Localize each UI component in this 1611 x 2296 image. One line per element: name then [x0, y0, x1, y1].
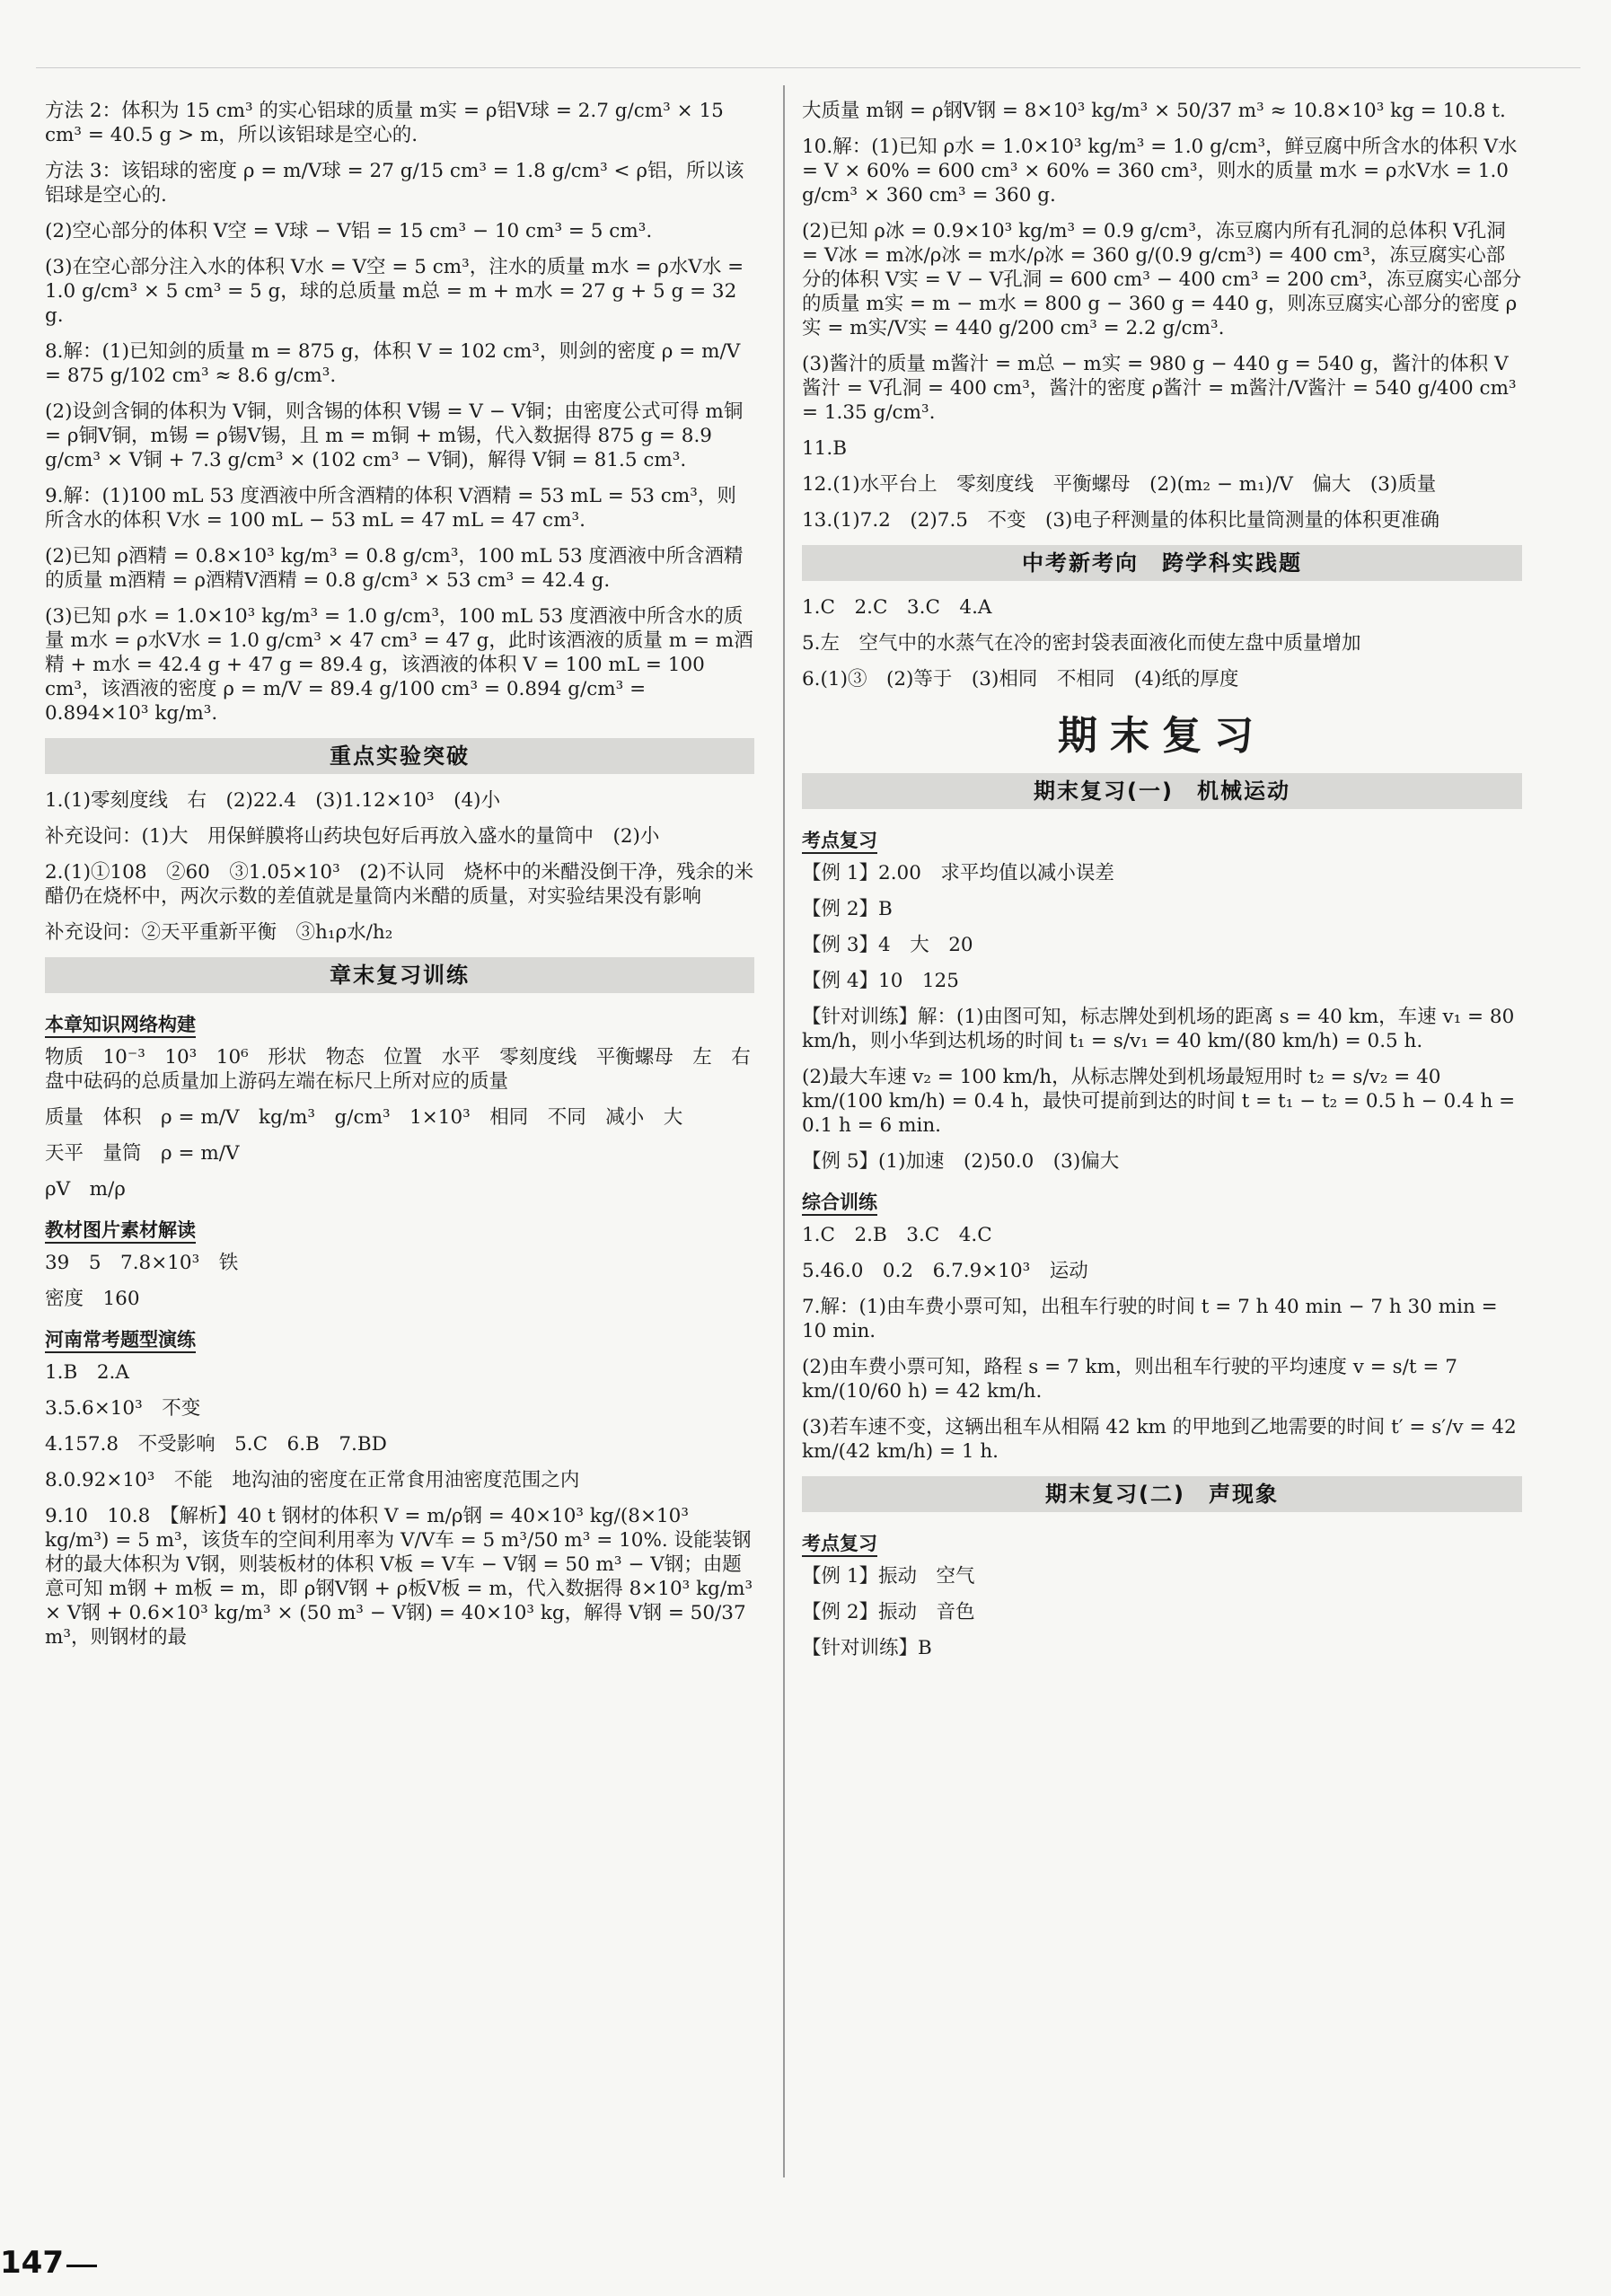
chapter-title: 期末复习	[1058, 713, 1266, 759]
answer-line: 6.(1)③ (2)等于 (3)相同 不相同 (4)纸的厚度	[802, 668, 1239, 691]
answer-line: 3.5.6×10³ 不变	[45, 1397, 201, 1420]
section-header: 章末复习训练	[45, 957, 754, 993]
answer-line: 11.B	[802, 437, 847, 460]
subsection-heading: 考点复习	[802, 829, 877, 854]
answer-line: 12.(1)水平台上 零刻度线 平衡螺母 (2)(m₂ − m₁)/V 偏大 (3)质量	[802, 473, 1437, 496]
answer-line: 密度 160	[45, 1288, 140, 1310]
answer-line: 2.(1)①108 ②60 ③1.05×10³ (2)不认同 烧杯中的米醋没倒干净，残余的米醋仍在烧杯中，两次示数的差值就是量筒内米醋的质量，对实验结果没有影响	[45, 861, 754, 908]
answer-line: 1.C 2.B 3.C 4.C	[802, 1224, 992, 1246]
answer-line: 【例 1】2.00 求平均值以减小误差	[802, 862, 1114, 884]
answer-line: 补充设问：②天平重新平衡 ③h₁ρ水/h₂	[45, 921, 393, 944]
left-column	[45, 99, 770, 1661]
answer-line: 1.B 2.A	[45, 1361, 129, 1384]
answer-line: ρV m/ρ	[45, 1178, 126, 1201]
answer-line: 方法 2：体积为 15 cm³ 的实心铝球的质量 m实 = ρ铝V球 = 2.7 g/cm³ × 15 cm³ = 40.5 g > m，所以该铝球是空心的.	[45, 100, 730, 146]
column-divider	[783, 85, 785, 2177]
section-header: 期末复习(一) 机械运动	[802, 773, 1522, 809]
answer-line: 39 5 7.8×10³ 铁	[45, 1252, 239, 1274]
answer-line: (3)若车速不变，这辆出租车从相隔 42 km 的甲地到乙地需要的时间 t′ = s′/v = 42 km/(42 km/h) = 1 h.	[802, 1416, 1523, 1463]
subsection-wrap	[802, 1526, 1522, 1564]
answer-line: 【例 3】4 大 20	[802, 934, 973, 956]
answer-line: 9.10 10.8 【解析】40 t 钢材的体积 V = m/ρ钢 = 40×10³ kg/(8×10³ kg/m³) = 5 m³，该货车的空间利用率为 V/V车 = 5 m³/50 m³ = 10%. 设能装钢材的最大体积为 V钢，则装板材的体积 V板 = V车 − V钢 = 50 m³ − V钢；由题意可知 m钢 + m板 = m，即 ρ钢V钢 + ρ板V板 = m，代入数据得 8×10³ kg/m³ × V钢 + 0.6×10³ kg/m³ × (50 m³ − V钢) = 40×10³ kg，解得 V钢 = 50/37 m³，则钢材的最	[45, 1505, 760, 1649]
subsection-wrap	[45, 1323, 754, 1360]
right-column	[802, 99, 1522, 1672]
answer-line: 天平 量筒 ρ = m/V	[45, 1142, 240, 1165]
answer-line: 1.C 2.C 3.C 4.A	[802, 596, 992, 619]
answer-line: 【例 2】B	[802, 898, 893, 920]
answer-line: 【例 5】(1)加速 (2)50.0 (3)偏大	[802, 1150, 1120, 1173]
answer-line: 【针对训练】解：(1)由图可知，标志牌处到机场的距离 s = 40 km，车速 v₁ = 80 km/h，则小华到达机场的时间 t₁ = s/v₁ = 40 km/(80 km/h) = 0.5 h.	[802, 1006, 1521, 1052]
answer-line: (2)由车费小票可知，路程 s = 7 km，则出租车行驶的平均速度 v = s/t = 7 km/(10/60 h) = 42 km/h.	[802, 1356, 1464, 1403]
answer-line: 8.0.92×10³ 不能 地沟油的密度在正常食用油密度范围之内	[45, 1469, 580, 1491]
answer-line: (2)已知 ρ冰 = 0.9×10³ kg/m³ = 0.9 g/cm³，冻豆腐内所有孔洞的总体积 V孔洞 = V冰 = m冰/ρ冰 = m水/ρ冰 = 360 g/(0.9 g/cm³) = 400 cm³，冻豆腐实心部分的体积 V实 = V − V孔洞 = 600 cm³ − 400 cm³ = 200 cm³，冻豆腐实心部分的质量 m实 = m − m水 = 800 g − 360 g = 440 g，则冻豆腐实心部分的密度 ρ实 = m实/V实 = 440 g/200 cm³ = 2.2 g/cm³.	[802, 220, 1522, 339]
answer-line: (3)在空心部分注入水的体积 V水 = V空 = 5 cm³，注水的质量 m水 = ρ水V水 = 1.0 g/cm³ × 5 cm³ = 5 g，球的总质量 m总 = m + m水 = 27 g + 5 g = 32 g.	[45, 256, 751, 327]
subsection-wrap	[45, 1007, 754, 1045]
subsection-heading: 综合训练	[802, 1191, 877, 1216]
subsection-heading: 考点复习	[802, 1532, 877, 1557]
answer-line: 8.解：(1)已知剑的质量 m = 875 g，体积 V = 102 cm³，则剑的密度 ρ = m/V = 875 g/102 cm³ ≈ 8.6 g/cm³.	[45, 340, 747, 387]
answer-line: 补充设问：(1)大 用保鲜膜将山药块包好后再放入盛水的量筒中 (2)小	[45, 825, 660, 848]
answer-line: 7.解：(1)由车费小票可知，出租车行驶的时间 t = 7 h 40 min − 7 h 30 min = 10 min.	[802, 1296, 1504, 1342]
subsection-wrap	[45, 1213, 754, 1251]
subsection-wrap	[802, 1185, 1522, 1223]
section-header: 中考新考向 跨学科实践题	[802, 545, 1522, 581]
answer-line: (2)已知 ρ酒精 = 0.8×10³ kg/m³ = 0.8 g/cm³，100 mL 53 度酒液中所含酒精的质量 m酒精 = ρ酒精V酒精 = 0.8 g/cm³ × 53 cm³ = 42.4 g.	[45, 545, 744, 592]
answer-line: 5.46.0 0.2 6.7.9×10³ 运动	[802, 1260, 1088, 1282]
subsection-wrap	[802, 823, 1522, 861]
answer-line: (2)设剑含铜的体积为 V铜，则含锡的体积 V锡 = V − V铜；由密度公式可得 m铜 = ρ铜V铜，m锡 = ρ锡V锡，且 m = m铜 + m锡，代入数据得 875 g = 8.9 g/cm³ × V铜 + 7.3 g/cm³ × (102 cm³ − V铜)，解得 V铜 = 81.5 cm³.	[45, 400, 750, 471]
answer-line: 质量 体积 ρ = m/V kg/m³ g/cm³ 1×10³ 相同 不同 减小 大	[45, 1106, 683, 1129]
answer-line: 方法 3：该铝球的密度 ρ = m/V球 = 27 g/15 cm³ = 1.8 g/cm³ < ρ铝，所以该铝球是空心的.	[45, 160, 744, 207]
subsection-heading: 本章知识网络构建	[45, 1013, 196, 1038]
answer-line: 10.解：(1)已知 ρ水 = 1.0×10³ kg/m³ = 1.0 g/cm³，鲜豆腐中所含水的体积 V水 = V × 60% = 600 cm³ × 60% = 360 cm³，则水的质量 m水 = ρ水V水 = 1.0 g/cm³ × 360 cm³ = 360 g.	[802, 136, 1524, 207]
answer-line: 9.解：(1)100 mL 53 度酒液中所含酒精的体积 V酒精 = 53 mL = 53 cm³，则所含水的体积 V水 = 100 mL − 53 mL = 47 mL = 47 cm³.	[45, 485, 736, 532]
answer-line: 【例 4】10 125	[802, 970, 959, 992]
answer-line: 物质 10⁻³ 10³ 10⁶ 形状 物态 位置 水平 零刻度线 平衡螺母 左 右 盘中砝码的总质量加上游码左端在标尺上所对应的质量	[45, 1046, 770, 1093]
answer-line: (3)酱汁的质量 m酱汁 = m总 − m实 = 980 g − 440 g = 540 g，酱汁的体积 V酱汁 = V孔洞 = 400 cm³，酱汁的密度 ρ酱汁 = m酱汁/V酱汁 = 540 g/400 cm³ = 1.35 g/cm³.	[802, 353, 1523, 424]
subsection-heading: 教材图片素材解读	[45, 1218, 196, 1244]
answer-line: 【针对训练】B	[802, 1637, 932, 1659]
answer-line: (2)最大车速 v₂ = 100 km/h，从标志牌处到机场最短用时 t₂ = s/v₂ = 40 km/(100 km/h) = 0.4 h，最快可提前到达的时间 t = t₁ − t₂ = 0.5 h − 0.4 h = 0.1 h = 6 min.	[802, 1066, 1522, 1137]
section-header: 重点实验突破	[45, 738, 754, 774]
section-header: 期末复习(二) 声现象	[802, 1476, 1522, 1512]
answer-line: 5.左 空气中的水蒸气在冷的密封袋表面液化而使左盘中质量增加	[802, 632, 1361, 655]
answer-line: 【例 2】振动 音色	[802, 1601, 975, 1623]
answer-line: 4.157.8 不受影响 5.C 6.B 7.BD	[45, 1433, 387, 1456]
page-number: 147	[0, 2245, 64, 2281]
page-top-rule	[36, 67, 1580, 68]
page-number-dash	[66, 2265, 97, 2267]
answer-line: 1.(1)零刻度线 右 (2)22.4 (3)1.12×10³ (4)小	[45, 789, 501, 812]
answer-line: (2)空心部分的体积 V空 = V球 − V铝 = 15 cm³ − 10 cm³ = 5 cm³.	[45, 220, 653, 242]
answer-line: 【例 1】振动 空气	[802, 1565, 975, 1588]
answer-line: (3)已知 ρ水 = 1.0×10³ kg/m³ = 1.0 g/cm³，100 mL 53 度酒液中所含水的质量 m水 = ρ水V水 = 1.0 g/cm³ × 47 cm³ = 47 g，此时该酒液的质量 m = m酒精 + m水 = 42.4 g + 47 g = 89.4 g，该酒液的体积 V = 100 mL = 100 cm³，该酒液的密度 ρ = m/V = 89.4 g/100 cm³ = 0.894 g/cm³ = 0.894×10³ kg/m³.	[45, 605, 753, 725]
answer-line: 13.(1)7.2 (2)7.5 不变 (3)电子秤测量的体积比量筒测量的体积更准确	[802, 509, 1439, 532]
subsection-heading: 河南常考题型演练	[45, 1328, 196, 1353]
answer-line: 大质量 m钢 = ρ钢V钢 = 8×10³ kg/m³ × 50/37 m³ ≈ 10.8×10³ kg = 10.8 t.	[802, 100, 1506, 122]
